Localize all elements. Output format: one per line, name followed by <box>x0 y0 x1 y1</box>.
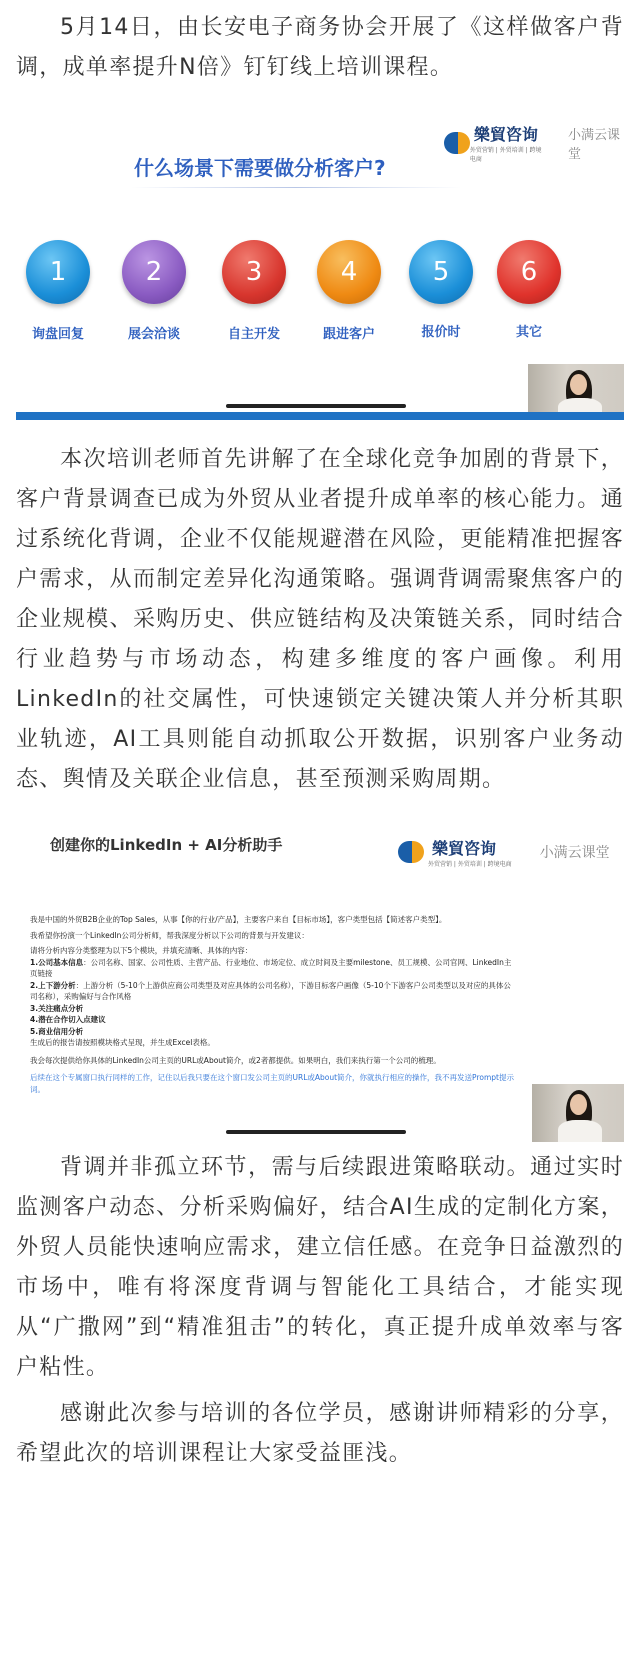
scenario-label-3: 自主开发 <box>227 327 280 342</box>
slide-linkedin-assistant <box>16 816 624 1142</box>
prompt-line <box>30 957 600 969</box>
closing-paragraph: 感谢此次参与培训的各位学员，感谢讲师精彩的分享，希望此次的培训课程让大家受益匪浅。 <box>16 1401 624 1466</box>
slide-scenarios <box>16 122 624 436</box>
prompt-line: 我会每次提供给你具体的LinkedIn公司主页的URL或About简介，或2者都提供。如果明白，我们来执行第一个公司的梳理。 <box>30 1055 441 1065</box>
brand-logo-icon <box>398 839 428 865</box>
module-text: ：公司名称、国家、公司性质、主营产品、行业地位、市场定位、成立时间及主要milestone、员工规模、公司官网、LinkedIn主 <box>83 957 512 967</box>
scenario-circle-4: 4 <box>317 240 381 304</box>
scenario-label-6: 其它 <box>515 325 542 340</box>
school-name: 小满云课堂 <box>539 845 610 861</box>
scroll-indicator <box>226 404 406 408</box>
prompt-line: 页链接 <box>30 969 53 978</box>
scenario-circle-5: 5 <box>409 240 473 304</box>
prompt-line: 我是中国的外贸B2B企业的Top Sales，从事【你的行业/产品】，主要客户来自【目标市场】，客户类型包括【简述客户类型】。 <box>30 915 447 924</box>
module-heading: 2.上下游分析 <box>30 980 76 990</box>
prompt-line: 生成后的报告请按照模块格式呈现，并生成Excel表格。 <box>30 1038 215 1047</box>
school-name: 小满云课堂 <box>567 127 620 162</box>
presenter-video <box>532 1084 624 1142</box>
scenario-circle-2: 2 <box>122 240 186 304</box>
scenario-circle-6: 6 <box>497 240 561 304</box>
brand-name: 樂貿咨询 <box>473 125 538 144</box>
scenario-label-2: 展会洽谈 <box>127 327 180 342</box>
prompt-line: 后续在这个专属窗口执行同样的工作，记住以后我只要在这个窗口发公司主页的URL或About简介，你就执行相应的操作，我不再发送Prompt提示 <box>30 1073 514 1082</box>
brand-logo <box>444 122 624 163</box>
intro-paragraph: 5月14日，由长安电子商务协会开展了《这样做客户背调，成单率提升N倍》钉钉线上培训课程。 <box>16 15 624 80</box>
prompt-line: 我希望你扮演一个LinkedIn公司分析师，帮我深度分析以下公司的背景与开发建议： <box>30 930 309 940</box>
module-heading: 1.公司基本信息 <box>30 957 84 967</box>
prompt-line: 司名称），采购偏好与合作风格 <box>30 992 132 1001</box>
brand-name: 樂貿咨询 <box>432 839 497 858</box>
module-text: ：上游分析（5-10个上游供应商公司类型及对应具体的公司名称），下游目标客户画像（5-10个下游客户公司类型以及对应的具体公 <box>75 980 511 990</box>
brand-sub: 外贸营销 | 外贸培训 | 跨境电商 <box>428 861 512 868</box>
presenter-video <box>528 364 624 416</box>
scenario-label-5: 报价时 <box>421 325 461 340</box>
module-heading: 3.关注痛点分析 <box>30 1003 84 1013</box>
scroll-indicator <box>226 1130 406 1134</box>
brand-logo-icon <box>444 130 470 156</box>
scenario-circle-3: 3 <box>222 240 286 304</box>
slide-bottom-bar <box>16 412 624 420</box>
module-heading: 4.潜在合作切入点建议 <box>30 1015 106 1024</box>
body-paragraph-2: 背调并非孤立环节，需与后续跟进策略联动。通过实时监测客户动态、分析采购偏好，结合AI生成的定制化方案，外贸人员能快速响应需求，建立信任感。在竞争日益激烈的市场中，唯有将深度背调与智能化工具结合，才能实现从“广撒网”到“精准狙击”的转化，真正提升成单效率与客户粘性。 <box>16 1155 624 1380</box>
scenario-circle-1: 1 <box>26 240 90 304</box>
prompt-line: 请将分析内容分类整理为以下5个模块，并填充清晰、具体的内容： <box>30 946 253 955</box>
scenario-label-1: 询盘回复 <box>31 327 84 342</box>
brand-sub: 外贸营销 | 外贸培训 | 跨境电商 <box>469 147 542 163</box>
scenario-label-4: 跟进客户 <box>322 327 375 342</box>
slide-title: 什么场景下需要做分析客户? <box>134 156 386 180</box>
module-heading: 5.商业信用分析 <box>30 1026 84 1036</box>
prompt-line: 词。 <box>30 1084 45 1094</box>
prompt-text <box>30 914 600 1095</box>
brand-logo <box>398 836 610 868</box>
prompt-line <box>30 980 600 992</box>
slide2-title: 创建你的LinkedIn + AI分析助手 <box>50 836 283 854</box>
title-underline <box>131 187 461 188</box>
body-paragraph-1: 本次培训老师首先讲解了在全球化竞争加剧的背景下，客户背景调查已成为外贸从业者提升成单率的核心能力。通过系统化背调，企业不仅能规避潜在风险，更能精准把握客户需求，从而制定差异化沟通策略。强调背调需聚焦客户的企业规模、采购历史、供应链结构及决策链关系，同时结合行业趋势与市场动态，构建多维度的客户画像。利用LinkedIn的社交属性，可快速锁定关键决策人并分析其职业轨迹，AI工具则能自动抓取公开数据，识别客户业务动态、舆情及关联企业信息，甚至预测采购周期。 <box>16 447 624 792</box>
